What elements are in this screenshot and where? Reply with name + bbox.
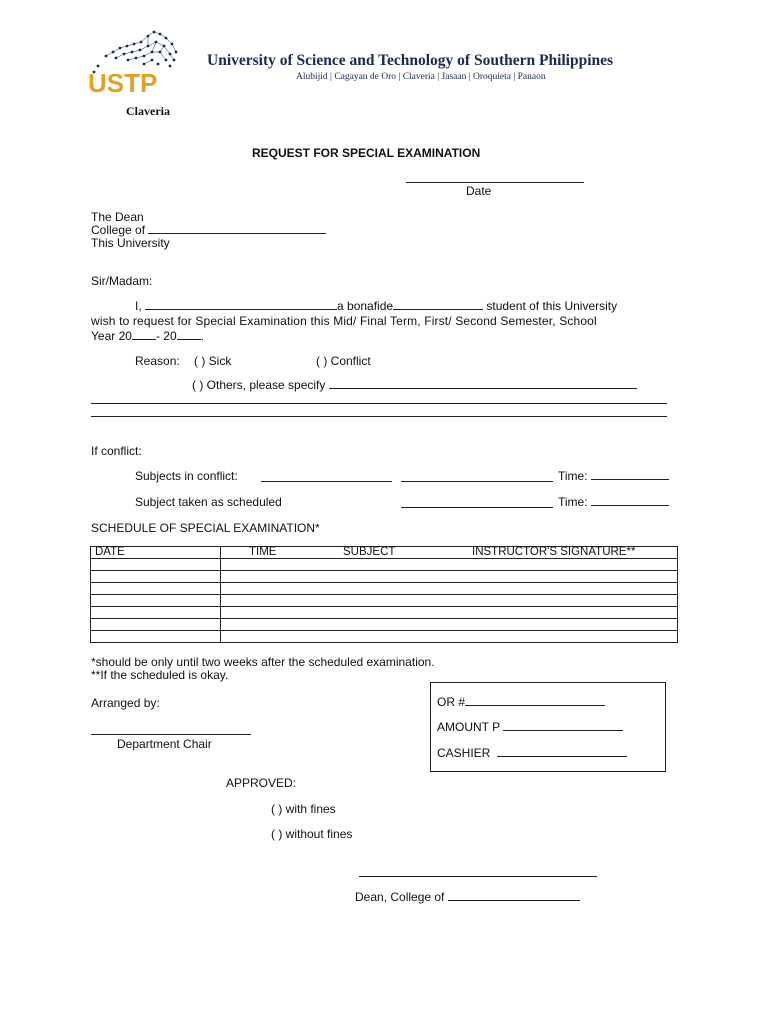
subjects-in-conflict-label: Subjects in conflict: xyxy=(135,469,238,483)
table-cell[interactable] xyxy=(221,583,678,595)
reason-others-checkbox[interactable]: ( ) Others, please specify xyxy=(192,378,326,392)
form-title: REQUEST FOR SPECIAL EXAMINATION xyxy=(252,146,481,160)
department-chair-label: Department Chair xyxy=(117,737,212,751)
schedule-table xyxy=(90,546,678,643)
time2-field[interactable] xyxy=(591,495,669,506)
table-cell[interactable] xyxy=(221,559,678,571)
or-label: OR # xyxy=(437,695,466,709)
dean-signature[interactable] xyxy=(359,876,597,877)
table-cell[interactable] xyxy=(221,631,678,643)
col-signature: INSTRUCTOR'S SIGNATURE** xyxy=(472,546,636,558)
others-line-3[interactable] xyxy=(91,416,667,417)
table-row xyxy=(91,571,678,583)
subject-taken-field[interactable] xyxy=(401,507,553,508)
conflict-subject1-field[interactable] xyxy=(261,481,392,482)
table-cell[interactable] xyxy=(91,619,221,631)
dean-label: Dean, College of xyxy=(355,890,445,904)
cashier-field[interactable] xyxy=(497,746,627,757)
body-line3 xyxy=(91,329,204,343)
without-fines-checkbox[interactable]: ( ) without fines xyxy=(271,827,353,841)
body-student: student of this University xyxy=(486,299,618,313)
table-cell[interactable] xyxy=(221,607,678,619)
dean-college-field[interactable] xyxy=(448,890,580,901)
table-cell[interactable] xyxy=(221,595,678,607)
schedule-heading: SCHEDULE OF SPECIAL EXAMINATION* xyxy=(91,521,320,535)
body-i: I, xyxy=(135,299,142,313)
table-cell[interactable] xyxy=(91,595,221,607)
date-label: Date xyxy=(466,184,492,198)
department-chair-signature[interactable] xyxy=(91,734,251,735)
table-row xyxy=(91,631,678,643)
amount-label: AMOUNT P xyxy=(437,720,500,734)
col-time: TIME xyxy=(249,546,277,558)
year-prefix: Year 20 xyxy=(91,329,132,343)
or-field[interactable] xyxy=(465,695,605,706)
others-line-2[interactable] xyxy=(91,403,667,404)
table-cell[interactable] xyxy=(91,559,221,571)
college-field[interactable] xyxy=(148,223,326,234)
reason-others-row xyxy=(192,378,637,392)
table-cell[interactable] xyxy=(91,607,221,619)
time2-row xyxy=(558,495,669,509)
reason-conflict-checkbox[interactable]: ( ) Conflict xyxy=(316,354,371,368)
year-mid: - 20 xyxy=(155,329,177,343)
dean-row xyxy=(355,890,580,904)
with-fines-checkbox[interactable]: ( ) with fines xyxy=(271,802,336,816)
table-header-row xyxy=(91,547,678,559)
col-date: DATE xyxy=(91,547,221,559)
time1-label: Time: xyxy=(558,469,588,483)
cashier-label: CASHIER xyxy=(437,746,491,760)
campus-list: Alubijid | Cagayan de Oro | Claveria | Jasaan | Oroquieta | Panaon xyxy=(296,72,546,82)
table-cell[interactable] xyxy=(91,571,221,583)
arranged-by-label: Arranged by: xyxy=(91,696,160,710)
amount-field[interactable] xyxy=(503,720,623,731)
col-subject: SUBJECT xyxy=(343,546,396,558)
others-specify-field[interactable] xyxy=(329,378,637,389)
time1-field[interactable] xyxy=(591,469,669,480)
program-field[interactable] xyxy=(393,299,483,310)
reason-sick-checkbox[interactable]: ( ) Sick xyxy=(194,354,232,368)
table-cell[interactable] xyxy=(91,583,221,595)
body-bonafide: a bonafide xyxy=(337,299,394,313)
approved-label: APPROVED: xyxy=(226,776,297,790)
conflict-subject2-field[interactable] xyxy=(401,481,553,482)
student-name-field[interactable] xyxy=(145,299,337,310)
table-row xyxy=(91,619,678,631)
or-row xyxy=(437,695,605,709)
table-row xyxy=(91,559,678,571)
salutation: Sir/Madam: xyxy=(91,274,153,288)
table-cell[interactable] xyxy=(221,571,678,583)
body-line1 xyxy=(135,299,617,313)
amount-row xyxy=(437,720,623,734)
logo-wordmark: USTP xyxy=(88,68,158,98)
date-line[interactable] xyxy=(406,182,584,183)
subject-taken-label: Subject taken as scheduled xyxy=(135,495,282,509)
table-row xyxy=(91,595,678,607)
table-cell[interactable] xyxy=(221,619,678,631)
addressee-line2 xyxy=(91,223,326,237)
header-cell-rest xyxy=(221,547,678,559)
if-conflict-label: If conflict: xyxy=(91,444,142,458)
time2-label: Time: xyxy=(558,495,588,509)
table-row xyxy=(91,607,678,619)
reason-label: Reason: xyxy=(135,354,180,368)
year-end: . xyxy=(200,329,204,343)
year-end-field[interactable] xyxy=(177,329,201,340)
year-start-field[interactable] xyxy=(132,329,156,340)
addressee-line3: This University xyxy=(91,236,170,250)
table-cell[interactable] xyxy=(91,631,221,643)
body-line2: wish to request for Special Examination this Mid/ Final Term, First/ Second Semester, School xyxy=(91,314,597,328)
time1-row xyxy=(558,469,669,483)
addressee-line1: The Dean xyxy=(91,210,144,224)
university-name: University of Science and Technology of Southern Philippines xyxy=(207,52,614,69)
cashier-row xyxy=(437,746,627,760)
college-of-label: College of xyxy=(91,223,146,237)
campus-name: Claveria xyxy=(126,104,170,118)
table-row xyxy=(91,583,678,595)
note-1: *should be only until two weeks after the scheduled examination. xyxy=(91,655,435,669)
note-2: **If the scheduled is okay. xyxy=(91,668,229,682)
